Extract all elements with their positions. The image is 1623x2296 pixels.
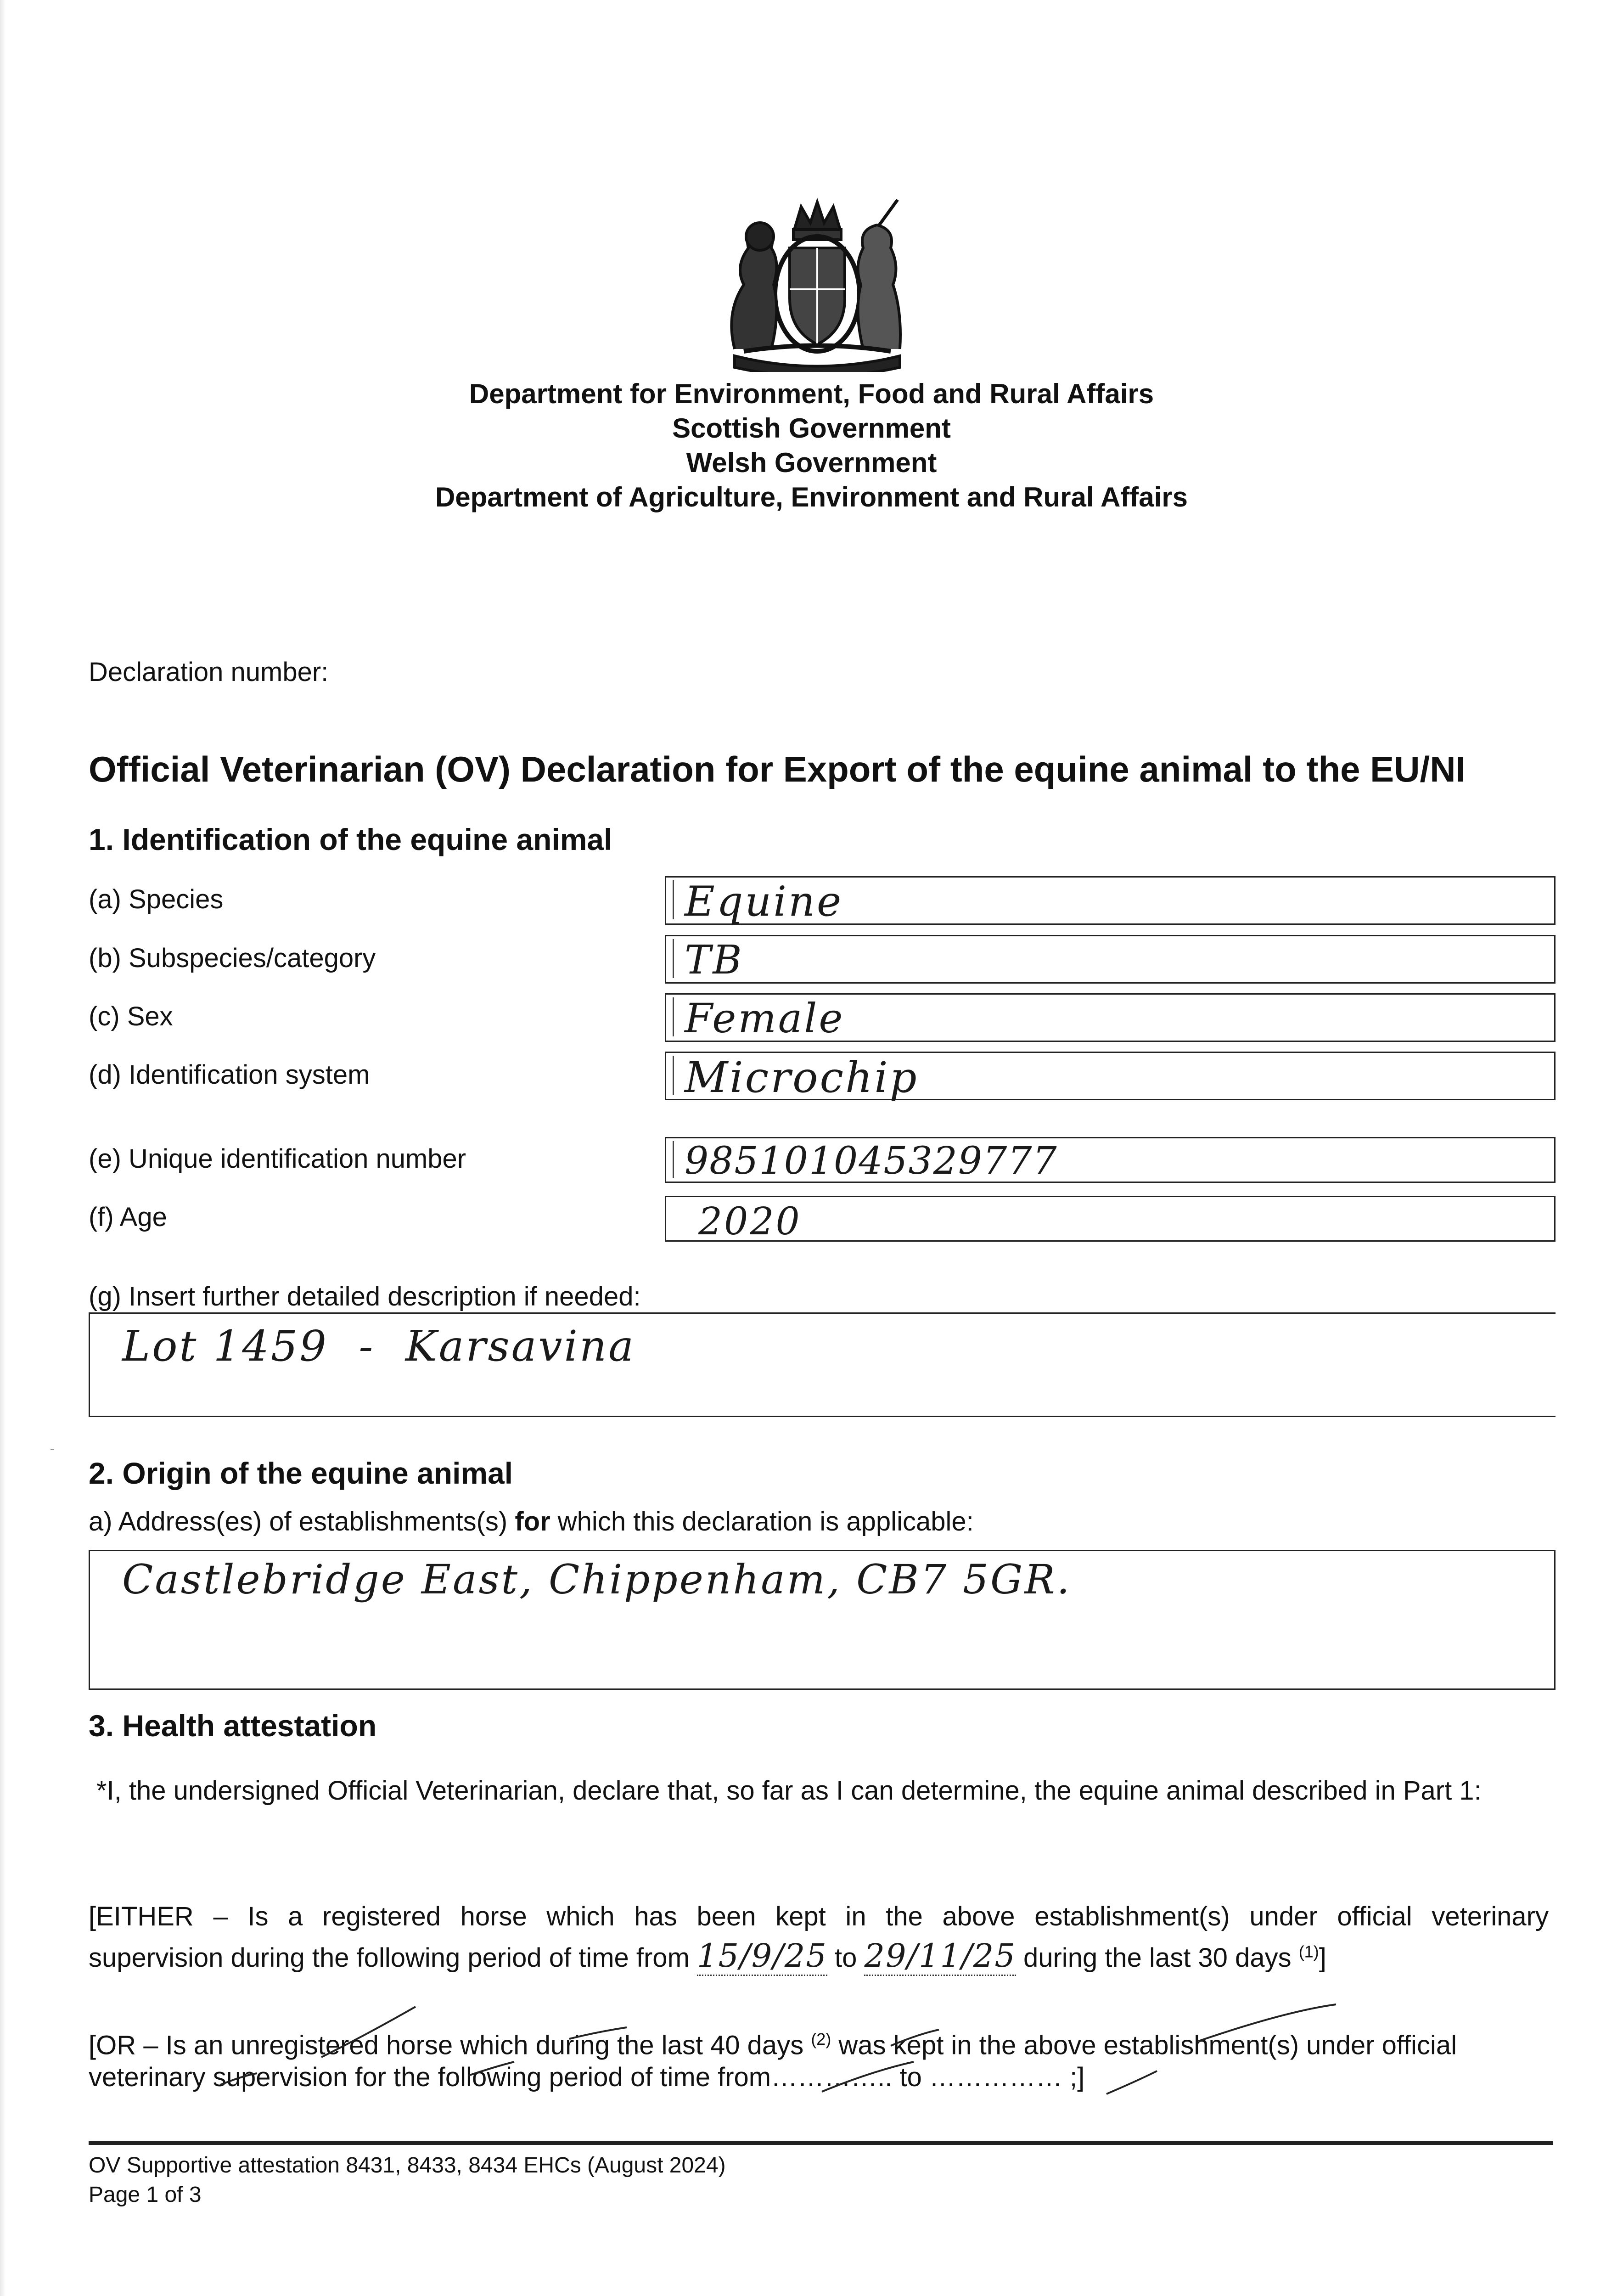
department-scottish-government: Scottish Government bbox=[672, 413, 951, 444]
species-field[interactable] bbox=[665, 876, 1556, 925]
or-line-2: veterinary supervision for the following period of time from………….. to …………… ;] bbox=[89, 2062, 1085, 2092]
age-label: (f) Age bbox=[89, 1202, 167, 1232]
field-tick bbox=[673, 997, 680, 1036]
footer-rule bbox=[89, 2141, 1553, 2145]
field-tick bbox=[673, 1056, 680, 1095]
further-description-label: (g) Insert further detailed description if needed: bbox=[89, 1282, 641, 1311]
declaration-number-label: Declaration number: bbox=[89, 657, 329, 687]
unique-id-field[interactable] bbox=[665, 1137, 1556, 1183]
sex-field[interactable] bbox=[665, 993, 1556, 1042]
section2-heading: 2. Origin of the equine animal bbox=[89, 1456, 513, 1490]
species-label: (a) Species bbox=[89, 884, 224, 914]
unique-id-label: (e) Unique identification number bbox=[89, 1144, 466, 1174]
further-description-value: Lot 1459 - Karsavina bbox=[122, 1322, 636, 1371]
health-attestation-intro: *I, the undersigned Official Veterinarian, declare that, so far as I can determine, the equine animal described in Part 1: bbox=[96, 1776, 1482, 1806]
field-tick bbox=[673, 1141, 680, 1178]
either-line-1: [EITHER – Is a registered horse which has been kept in the above establishment(s) under official veterinary bbox=[89, 1902, 1549, 1931]
either-text: supervision during the following period of time from bbox=[89, 1943, 697, 1973]
subspecies-value: TB bbox=[685, 937, 744, 983]
or-text: [OR – Is an unregistered horse which during the last 40 days bbox=[89, 2030, 811, 2060]
either-line-2 bbox=[89, 1937, 1326, 1975]
either-from-date[interactable]: 15/9/25 bbox=[697, 1937, 827, 1976]
footnote-ref-2: (2) bbox=[811, 2030, 831, 2048]
subspecies-field[interactable] bbox=[665, 935, 1556, 984]
page-title: Official Veterinarian (OV) Declaration for Export of the equine animal to the EU/NI bbox=[89, 749, 1466, 789]
address-label bbox=[89, 1506, 974, 1537]
either-text: during the last 30 days bbox=[1016, 1943, 1299, 1973]
further-description-field[interactable] bbox=[89, 1312, 1556, 1417]
species-value: Equine bbox=[685, 878, 843, 926]
address-value: Castlebridge East, Chippenham, CB7 5GR. bbox=[122, 1556, 1072, 1603]
or-line-1 bbox=[89, 2030, 1457, 2060]
department-daera: Department of Agriculture, Environment and Rural Affairs bbox=[435, 482, 1188, 512]
page-number: Page 1 of 3 bbox=[89, 2183, 202, 2207]
identification-system-value: Microchip bbox=[685, 1053, 919, 1102]
field-tick bbox=[673, 939, 680, 978]
either-to-date[interactable]: 29/11/25 bbox=[864, 1937, 1016, 1976]
identification-system-field[interactable] bbox=[665, 1052, 1556, 1100]
age-field[interactable] bbox=[665, 1196, 1556, 1242]
or-text: was kept in the above establishment(s) under official bbox=[831, 2030, 1457, 2060]
address-label-emphasis: for bbox=[515, 1507, 550, 1536]
department-defra: Department for Environment, Food and Rural Affairs bbox=[469, 378, 1154, 409]
either-text: to bbox=[827, 1943, 865, 1973]
section3-heading: 3. Health attestation bbox=[89, 1709, 377, 1743]
footer-reference: OV Supportive attestation 8431, 8433, 8434 EHCs (August 2024) bbox=[89, 2153, 726, 2178]
department-welsh-government: Welsh Government bbox=[686, 447, 937, 478]
sex-label: (c) Sex bbox=[89, 1002, 173, 1031]
subspecies-label: (b) Subspecies/category bbox=[89, 943, 376, 973]
address-field[interactable] bbox=[89, 1550, 1556, 1690]
scan-edge bbox=[0, 0, 6, 2296]
identification-system-label: (d) Identification system bbox=[89, 1060, 370, 1090]
either-text: ] bbox=[1319, 1943, 1326, 1973]
unique-id-value: 985101045329777 bbox=[685, 1139, 1058, 1183]
scan-mark bbox=[51, 1449, 54, 1450]
address-label-text: which this declaration is applicable: bbox=[550, 1507, 974, 1536]
section1-heading: 1. Identification of the equine animal bbox=[89, 822, 612, 856]
royal-coat-of-arms-icon bbox=[716, 197, 918, 372]
footnote-ref-1: (1) bbox=[1298, 1942, 1319, 1961]
address-label-text: a) Address(es) of establishments(s) bbox=[89, 1507, 515, 1536]
age-value: 2020 bbox=[698, 1200, 802, 1244]
field-tick bbox=[673, 880, 680, 919]
divider bbox=[89, 1416, 1556, 1417]
sex-value: Female bbox=[685, 995, 845, 1042]
